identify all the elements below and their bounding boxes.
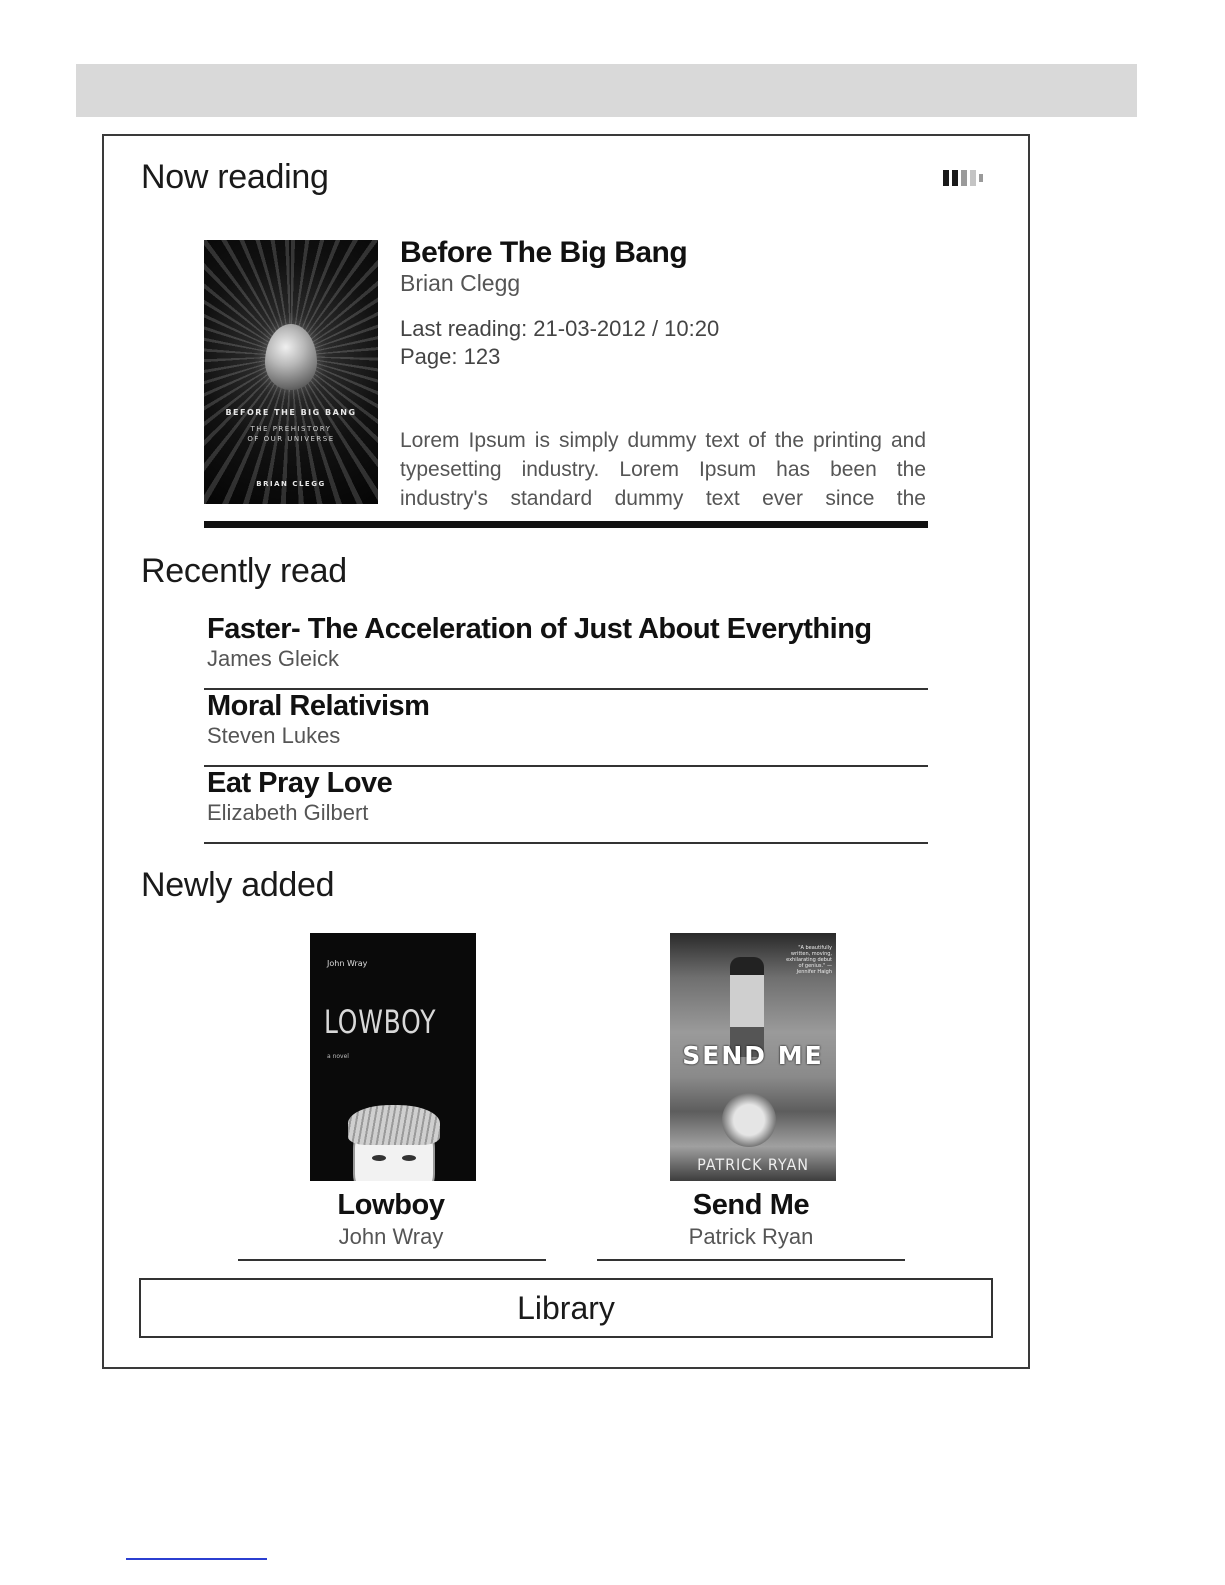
book-author: James Gleick <box>207 646 340 671</box>
bottom-link-underline <box>126 1558 267 1560</box>
divider <box>597 1259 905 1261</box>
book-excerpt: Lorem Ipsum is simply dummy text of the printing and typesetting industry. Lorem Ipsum has been the industry's standard dummy text ever since the <box>400 429 926 510</box>
eye-illustration <box>402 1155 416 1161</box>
cover-author-text: PATRICK RYAN <box>697 1155 809 1174</box>
cover-subtitle-text: THE PREHISTORY OF OUR UNIVERSE <box>247 425 335 443</box>
book-title: Eat Pray Love <box>207 767 393 799</box>
newly-added-title[interactable]: Lowboy <box>337 1189 445 1221</box>
now-reading-cover[interactable] <box>204 240 378 504</box>
cover-subtitle-text: a novel <box>327 1053 349 1060</box>
cover-author-text: BRIAN CLEGG <box>256 480 326 488</box>
now-reading-author: Brian Clegg <box>400 270 521 296</box>
eye-illustration <box>372 1155 386 1161</box>
recently-read-item[interactable] <box>204 767 928 844</box>
book-author: Steven Lukes <box>207 723 341 748</box>
last-reading-info: Last reading: 21-03-2012 / 10:20 <box>400 316 720 341</box>
battery-icon <box>943 170 991 186</box>
newly-added-heading: Newly added <box>141 866 335 904</box>
book-author: Elizabeth Gilbert <box>207 800 369 825</box>
cover-blurb-text: "A beautifully written, moving, exhilarating debut of genius." —Jennifer Haigh <box>786 945 832 975</box>
book-title: Moral Relativism <box>207 690 430 722</box>
hair-illustration <box>348 1105 440 1145</box>
recently-read-item[interactable] <box>204 690 928 767</box>
newly-added-author: John Wray <box>338 1224 444 1249</box>
recently-read-item[interactable] <box>204 613 928 690</box>
cover-title-text: SEND ME <box>682 1041 824 1070</box>
divider <box>238 1259 546 1261</box>
cover-title-text: BEFORE THE BIG BANG <box>225 408 357 417</box>
library-button[interactable]: Library <box>139 1278 993 1338</box>
page-info: Page: 123 <box>400 344 501 369</box>
newly-added-author: Patrick Ryan <box>688 1224 814 1249</box>
send-me-cover[interactable] <box>670 933 836 1181</box>
head-photo <box>722 1093 776 1147</box>
ereader-home-screen <box>102 134 1030 1369</box>
top-gray-bar <box>76 64 1137 117</box>
now-reading-heading: Now reading <box>141 158 329 196</box>
book-title: Faster- The Acceleration of Just About Everything <box>207 613 872 645</box>
cover-title-text: LOWBOY <box>324 1003 437 1041</box>
recently-read-heading: Recently read <box>141 552 347 590</box>
reading-progress-bar <box>204 521 928 528</box>
cover-author-text: John Wray <box>327 959 368 968</box>
egg-image <box>265 324 317 390</box>
newly-added-title[interactable]: Send Me <box>692 1189 810 1221</box>
lowboy-cover[interactable] <box>310 933 476 1181</box>
now-reading-title[interactable]: Before The Big Bang <box>400 236 688 269</box>
